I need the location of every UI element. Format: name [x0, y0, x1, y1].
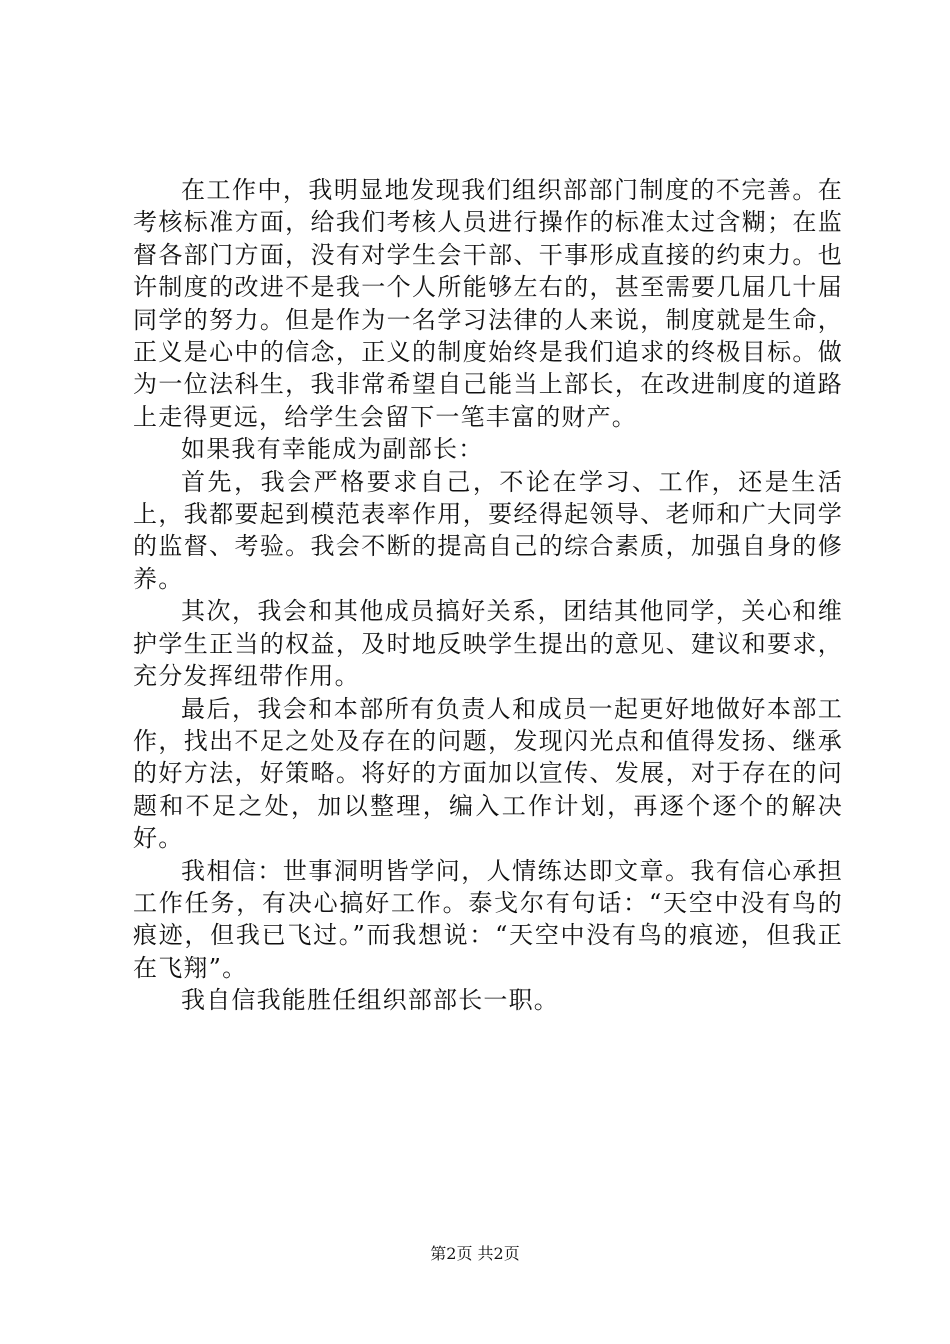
paragraph-1: 在工作中，我明显地发现我们组织部部门制度的不完善。在考核标准方面，给我们考核人员进行操作的标准太过含糊；在监督各部门方面，没有对学生会干部、干事形成直接的约束力。也许制度的改进不是我一个人所能够左右的，甚至需要几届几十届同学的努力。但是作为一名学习法律的人来说，制度就是生命，正义是心中的信念，正义的制度始终是我们追求的终极目标。做为一位法科生，我非常希望自己能当上部长，在改进制度的道路上走得更远，给学生会留下一笔丰富的财产。 [133, 176, 843, 431]
page-footer: 第2页 共2页 [430, 1244, 520, 1263]
paragraph-7: 我自信我能胜任组织部部长一职。 [181, 986, 559, 1015]
paragraph-4: 其次，我会和其他成员搞好关系，团结其他同学，关心和维护学生正当的权益，及时地反映学生提出的意见、建议和要求，充分发挥纽带作用。 [133, 597, 843, 691]
paragraph-6: 我相信：世事洞明皆学问，人情练达即文章。我有信心承担工作任务，有决心搞好工作。泰戈尔有句话：“天空中没有鸟的痕迹，但我已飞过。”而我想说：“天空中没有鸟的痕迹，但我正在飞翔”。 [133, 856, 843, 982]
paragraph-5: 最后，我会和本部所有负责人和成员一起更好地做好本部工作，找出不足之处及存在的问题，发现闪光点和值得发扬、继承的好方法，好策略。将好的方面加以宣传、发展，对于存在的问题和不足之处，加以整理，编入工作计划，再逐个逐个的解决好。 [133, 694, 843, 853]
paragraph-2: 如果我有幸能成为副部长： [181, 435, 484, 464]
body-text [133, 174, 843, 1017]
paragraph-3: 首先，我会严格要求自己，不论在学习、工作，还是生活上，我都要起到模范表率作用，要经得起领导、老师和广大同学的监督、考验。我会不断的提高自己的综合素质，加强自身的修养。 [133, 467, 843, 593]
